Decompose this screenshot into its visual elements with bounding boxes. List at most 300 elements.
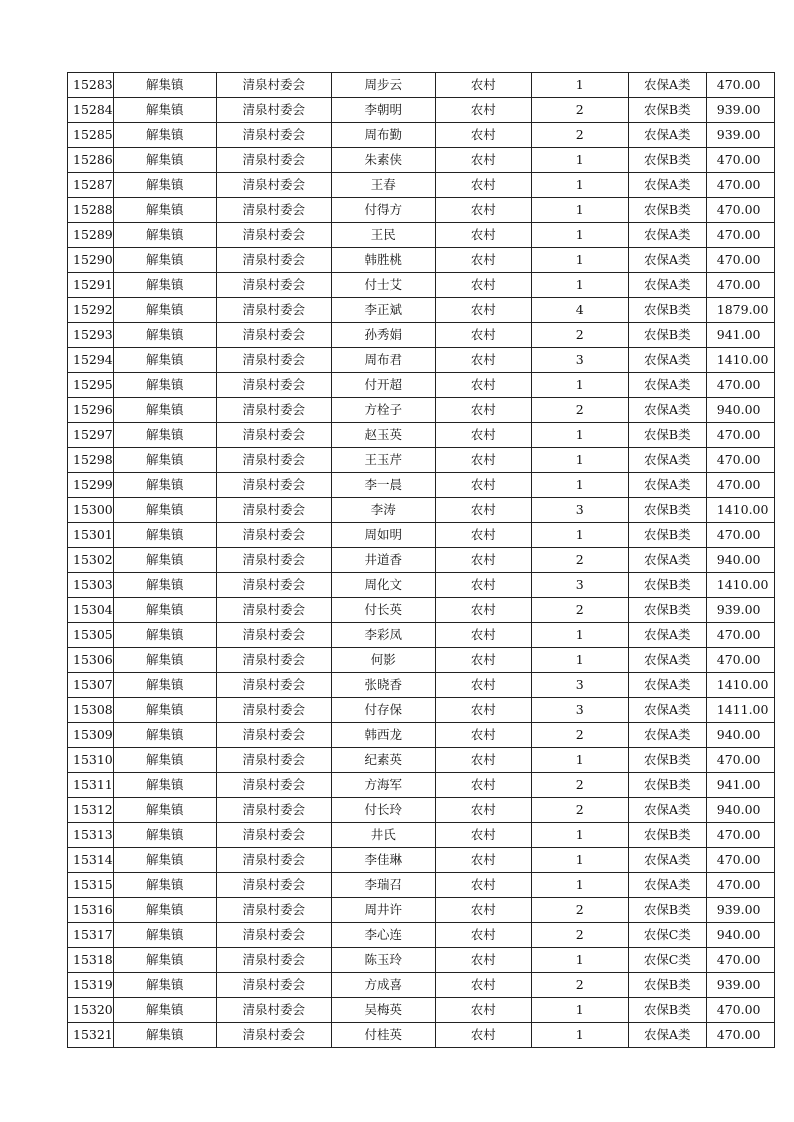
record-id-cell: 15301	[68, 523, 114, 548]
records-table	[67, 72, 775, 1048]
amount-cell: 470.00	[706, 823, 774, 848]
record-id-cell: 15315	[68, 873, 114, 898]
household-count-cell: 3	[531, 573, 628, 598]
area-type-cell: 农村	[435, 723, 531, 748]
household-count-cell: 1	[531, 198, 628, 223]
area-type-cell: 农村	[435, 73, 531, 98]
area-type-cell: 农村	[435, 123, 531, 148]
record-id-cell: 15298	[68, 448, 114, 473]
amount-cell: 470.00	[706, 948, 774, 973]
table-row	[68, 623, 775, 648]
category-cell: 农保C类	[628, 923, 706, 948]
table-row	[68, 573, 775, 598]
amount-cell: 939.00	[706, 123, 774, 148]
village-committee-cell: 清泉村委会	[216, 548, 331, 573]
category-cell: 农保B类	[628, 198, 706, 223]
record-id-cell: 15305	[68, 623, 114, 648]
name-cell: 付长玲	[331, 798, 435, 823]
record-id-cell: 15299	[68, 473, 114, 498]
town-cell: 解集镇	[113, 848, 216, 873]
name-cell: 付长英	[331, 598, 435, 623]
category-cell: 农保B类	[628, 98, 706, 123]
table-row	[68, 973, 775, 998]
category-cell: 农保A类	[628, 248, 706, 273]
amount-cell: 470.00	[706, 198, 774, 223]
category-cell: 农保A类	[628, 698, 706, 723]
category-cell: 农保A类	[628, 723, 706, 748]
amount-cell: 470.00	[706, 848, 774, 873]
category-cell: 农保B类	[628, 773, 706, 798]
area-type-cell: 农村	[435, 348, 531, 373]
name-cell: 王民	[331, 223, 435, 248]
town-cell: 解集镇	[113, 698, 216, 723]
table-row	[68, 923, 775, 948]
category-cell: 农保A类	[628, 673, 706, 698]
town-cell: 解集镇	[113, 423, 216, 448]
name-cell: 李正斌	[331, 298, 435, 323]
town-cell: 解集镇	[113, 523, 216, 548]
category-cell: 农保A类	[628, 273, 706, 298]
village-committee-cell: 清泉村委会	[216, 98, 331, 123]
table-row	[68, 348, 775, 373]
area-type-cell: 农村	[435, 873, 531, 898]
household-count-cell: 1	[531, 423, 628, 448]
amount-cell: 939.00	[706, 598, 774, 623]
amount-cell: 470.00	[706, 423, 774, 448]
amount-cell: 1410.00	[706, 498, 774, 523]
village-committee-cell: 清泉村委会	[216, 123, 331, 148]
category-cell: 农保B类	[628, 498, 706, 523]
amount-cell: 470.00	[706, 448, 774, 473]
town-cell: 解集镇	[113, 273, 216, 298]
town-cell: 解集镇	[113, 448, 216, 473]
name-cell: 李一晨	[331, 473, 435, 498]
amount-cell: 1411.00	[706, 698, 774, 723]
village-committee-cell: 清泉村委会	[216, 598, 331, 623]
household-count-cell: 1	[531, 173, 628, 198]
name-cell: 朱素侠	[331, 148, 435, 173]
household-count-cell: 1	[531, 373, 628, 398]
record-id-cell: 15297	[68, 423, 114, 448]
table-row	[68, 473, 775, 498]
record-id-cell: 15316	[68, 898, 114, 923]
name-cell: 张晓香	[331, 673, 435, 698]
town-cell: 解集镇	[113, 223, 216, 248]
household-count-cell: 2	[531, 773, 628, 798]
record-id-cell: 15283	[68, 73, 114, 98]
category-cell: 农保B类	[628, 598, 706, 623]
table-row	[68, 673, 775, 698]
household-count-cell: 2	[531, 923, 628, 948]
table-row	[68, 198, 775, 223]
category-cell: 农保A类	[628, 1023, 706, 1048]
category-cell: 农保B类	[628, 973, 706, 998]
village-committee-cell: 清泉村委会	[216, 923, 331, 948]
village-committee-cell: 清泉村委会	[216, 248, 331, 273]
village-committee-cell: 清泉村委会	[216, 73, 331, 98]
village-committee-cell: 清泉村委会	[216, 398, 331, 423]
amount-cell: 1410.00	[706, 573, 774, 598]
area-type-cell: 农村	[435, 498, 531, 523]
record-id-cell: 15313	[68, 823, 114, 848]
household-count-cell: 2	[531, 323, 628, 348]
area-type-cell: 农村	[435, 898, 531, 923]
name-cell: 付士艾	[331, 273, 435, 298]
household-count-cell: 2	[531, 98, 628, 123]
town-cell: 解集镇	[113, 923, 216, 948]
village-committee-cell: 清泉村委会	[216, 423, 331, 448]
record-id-cell: 15320	[68, 998, 114, 1023]
category-cell: 农保A类	[628, 873, 706, 898]
area-type-cell: 农村	[435, 423, 531, 448]
table-row	[68, 123, 775, 148]
amount-cell: 940.00	[706, 723, 774, 748]
table-row	[68, 248, 775, 273]
table-row	[68, 448, 775, 473]
village-committee-cell: 清泉村委会	[216, 698, 331, 723]
household-count-cell: 3	[531, 498, 628, 523]
record-id-cell: 15311	[68, 773, 114, 798]
amount-cell: 470.00	[706, 148, 774, 173]
town-cell: 解集镇	[113, 398, 216, 423]
name-cell: 方海军	[331, 773, 435, 798]
area-type-cell: 农村	[435, 223, 531, 248]
amount-cell: 940.00	[706, 398, 774, 423]
category-cell: 农保B类	[628, 998, 706, 1023]
name-cell: 周布勤	[331, 123, 435, 148]
area-type-cell: 农村	[435, 748, 531, 773]
record-id-cell: 15289	[68, 223, 114, 248]
record-id-cell: 15307	[68, 673, 114, 698]
record-id-cell: 15314	[68, 848, 114, 873]
household-count-cell: 3	[531, 698, 628, 723]
amount-cell: 470.00	[706, 523, 774, 548]
category-cell: 农保A类	[628, 223, 706, 248]
household-count-cell: 1	[531, 448, 628, 473]
name-cell: 李心连	[331, 923, 435, 948]
household-count-cell: 3	[531, 673, 628, 698]
table-row	[68, 948, 775, 973]
name-cell: 吴梅英	[331, 998, 435, 1023]
record-id-cell: 15291	[68, 273, 114, 298]
name-cell: 周步云	[331, 73, 435, 98]
name-cell: 纪素英	[331, 748, 435, 773]
household-count-cell: 1	[531, 873, 628, 898]
area-type-cell: 农村	[435, 198, 531, 223]
category-cell: 农保A类	[628, 398, 706, 423]
village-committee-cell: 清泉村委会	[216, 898, 331, 923]
village-committee-cell: 清泉村委会	[216, 773, 331, 798]
name-cell: 李瑞召	[331, 873, 435, 898]
town-cell: 解集镇	[113, 998, 216, 1023]
village-committee-cell: 清泉村委会	[216, 848, 331, 873]
table-row	[68, 598, 775, 623]
village-committee-cell: 清泉村委会	[216, 373, 331, 398]
record-id-cell: 15288	[68, 198, 114, 223]
town-cell: 解集镇	[113, 823, 216, 848]
area-type-cell: 农村	[435, 673, 531, 698]
amount-cell: 470.00	[706, 648, 774, 673]
name-cell: 李朝明	[331, 98, 435, 123]
village-committee-cell: 清泉村委会	[216, 348, 331, 373]
name-cell: 井道香	[331, 548, 435, 573]
village-committee-cell: 清泉村委会	[216, 198, 331, 223]
table-row	[68, 1023, 775, 1048]
town-cell: 解集镇	[113, 323, 216, 348]
town-cell: 解集镇	[113, 898, 216, 923]
household-count-cell: 1	[531, 473, 628, 498]
table-row	[68, 323, 775, 348]
category-cell: 农保A类	[628, 123, 706, 148]
household-count-cell: 1	[531, 748, 628, 773]
category-cell: 农保A类	[628, 548, 706, 573]
record-id-cell: 15312	[68, 798, 114, 823]
category-cell: 农保A类	[628, 73, 706, 98]
table-row	[68, 648, 775, 673]
table-row	[68, 373, 775, 398]
table-row	[68, 798, 775, 823]
table-row	[68, 748, 775, 773]
table-row	[68, 848, 775, 873]
name-cell: 付桂英	[331, 1023, 435, 1048]
name-cell: 王春	[331, 173, 435, 198]
amount-cell: 470.00	[706, 223, 774, 248]
category-cell: 农保B类	[628, 573, 706, 598]
category-cell: 农保A类	[628, 173, 706, 198]
amount-cell: 470.00	[706, 998, 774, 1023]
category-cell: 农保B类	[628, 748, 706, 773]
record-id-cell: 15321	[68, 1023, 114, 1048]
household-count-cell: 2	[531, 798, 628, 823]
area-type-cell: 农村	[435, 998, 531, 1023]
record-id-cell: 15295	[68, 373, 114, 398]
name-cell: 方栓子	[331, 398, 435, 423]
record-id-cell: 15300	[68, 498, 114, 523]
name-cell: 井氏	[331, 823, 435, 848]
category-cell: 农保B类	[628, 523, 706, 548]
household-count-cell: 1	[531, 1023, 628, 1048]
record-id-cell: 15309	[68, 723, 114, 748]
household-count-cell: 1	[531, 223, 628, 248]
area-type-cell: 农村	[435, 148, 531, 173]
category-cell: 农保B类	[628, 898, 706, 923]
table-row	[68, 723, 775, 748]
town-cell: 解集镇	[113, 248, 216, 273]
name-cell: 周如明	[331, 523, 435, 548]
category-cell: 农保A类	[628, 348, 706, 373]
name-cell: 韩胜桃	[331, 248, 435, 273]
record-id-cell: 15287	[68, 173, 114, 198]
area-type-cell: 农村	[435, 598, 531, 623]
record-id-cell: 15290	[68, 248, 114, 273]
town-cell: 解集镇	[113, 648, 216, 673]
amount-cell: 1410.00	[706, 348, 774, 373]
household-count-cell: 2	[531, 123, 628, 148]
table-row	[68, 148, 775, 173]
village-committee-cell: 清泉村委会	[216, 823, 331, 848]
town-cell: 解集镇	[113, 723, 216, 748]
table-row	[68, 398, 775, 423]
table-row	[68, 548, 775, 573]
category-cell: 农保B类	[628, 298, 706, 323]
town-cell: 解集镇	[113, 73, 216, 98]
village-committee-cell: 清泉村委会	[216, 498, 331, 523]
village-committee-cell: 清泉村委会	[216, 148, 331, 173]
amount-cell: 470.00	[706, 273, 774, 298]
town-cell: 解集镇	[113, 573, 216, 598]
town-cell: 解集镇	[113, 873, 216, 898]
table-row	[68, 423, 775, 448]
amount-cell: 470.00	[706, 73, 774, 98]
table-row	[68, 298, 775, 323]
area-type-cell: 农村	[435, 298, 531, 323]
area-type-cell: 农村	[435, 698, 531, 723]
village-committee-cell: 清泉村委会	[216, 523, 331, 548]
category-cell: 农保A类	[628, 648, 706, 673]
amount-cell: 470.00	[706, 248, 774, 273]
town-cell: 解集镇	[113, 1023, 216, 1048]
record-id-cell: 15293	[68, 323, 114, 348]
household-count-cell: 1	[531, 73, 628, 98]
area-type-cell: 农村	[435, 398, 531, 423]
village-committee-cell: 清泉村委会	[216, 573, 331, 598]
table-row	[68, 898, 775, 923]
amount-cell: 470.00	[706, 623, 774, 648]
amount-cell: 470.00	[706, 173, 774, 198]
record-id-cell: 15317	[68, 923, 114, 948]
name-cell: 韩西龙	[331, 723, 435, 748]
village-committee-cell: 清泉村委会	[216, 723, 331, 748]
area-type-cell: 农村	[435, 1023, 531, 1048]
table-row	[68, 523, 775, 548]
name-cell: 方成喜	[331, 973, 435, 998]
amount-cell: 941.00	[706, 773, 774, 798]
name-cell: 陈玉玲	[331, 948, 435, 973]
town-cell: 解集镇	[113, 948, 216, 973]
record-id-cell: 15294	[68, 348, 114, 373]
table-row	[68, 873, 775, 898]
area-type-cell: 农村	[435, 323, 531, 348]
record-id-cell: 15296	[68, 398, 114, 423]
table-row	[68, 73, 775, 98]
household-count-cell: 2	[531, 598, 628, 623]
name-cell: 周化文	[331, 573, 435, 598]
area-type-cell: 农村	[435, 523, 531, 548]
name-cell: 李涛	[331, 498, 435, 523]
category-cell: 农保A类	[628, 848, 706, 873]
amount-cell: 940.00	[706, 548, 774, 573]
household-count-cell: 1	[531, 623, 628, 648]
town-cell: 解集镇	[113, 373, 216, 398]
village-committee-cell: 清泉村委会	[216, 323, 331, 348]
household-count-cell: 2	[531, 723, 628, 748]
category-cell: 农保A类	[628, 473, 706, 498]
category-cell: 农保A类	[628, 448, 706, 473]
name-cell: 何影	[331, 648, 435, 673]
record-id-cell: 15284	[68, 98, 114, 123]
amount-cell: 470.00	[706, 473, 774, 498]
amount-cell: 939.00	[706, 98, 774, 123]
table-row	[68, 273, 775, 298]
area-type-cell: 农村	[435, 473, 531, 498]
record-id-cell: 15308	[68, 698, 114, 723]
name-cell: 付开超	[331, 373, 435, 398]
area-type-cell: 农村	[435, 448, 531, 473]
table-row	[68, 98, 775, 123]
area-type-cell: 农村	[435, 798, 531, 823]
area-type-cell: 农村	[435, 248, 531, 273]
record-id-cell: 15319	[68, 973, 114, 998]
record-id-cell: 15310	[68, 748, 114, 773]
amount-cell: 940.00	[706, 798, 774, 823]
name-cell: 王玉芹	[331, 448, 435, 473]
area-type-cell: 农村	[435, 573, 531, 598]
village-committee-cell: 清泉村委会	[216, 873, 331, 898]
town-cell: 解集镇	[113, 598, 216, 623]
record-id-cell: 15286	[68, 148, 114, 173]
village-committee-cell: 清泉村委会	[216, 223, 331, 248]
amount-cell: 1879.00	[706, 298, 774, 323]
village-committee-cell: 清泉村委会	[216, 623, 331, 648]
town-cell: 解集镇	[113, 673, 216, 698]
record-id-cell: 15292	[68, 298, 114, 323]
category-cell: 农保A类	[628, 798, 706, 823]
village-committee-cell: 清泉村委会	[216, 748, 331, 773]
household-count-cell: 1	[531, 823, 628, 848]
record-id-cell: 15302	[68, 548, 114, 573]
area-type-cell: 农村	[435, 973, 531, 998]
area-type-cell: 农村	[435, 273, 531, 298]
table-row	[68, 998, 775, 1023]
household-count-cell: 2	[531, 973, 628, 998]
area-type-cell: 农村	[435, 373, 531, 398]
record-id-cell: 15303	[68, 573, 114, 598]
household-count-cell: 2	[531, 398, 628, 423]
village-committee-cell: 清泉村委会	[216, 798, 331, 823]
table-row	[68, 823, 775, 848]
household-count-cell: 4	[531, 298, 628, 323]
household-count-cell: 1	[531, 273, 628, 298]
village-committee-cell: 清泉村委会	[216, 273, 331, 298]
name-cell: 周井许	[331, 898, 435, 923]
amount-cell: 941.00	[706, 323, 774, 348]
category-cell: 农保B类	[628, 323, 706, 348]
category-cell: 农保B类	[628, 148, 706, 173]
table-row	[68, 498, 775, 523]
name-cell: 付存保	[331, 698, 435, 723]
table-row	[68, 773, 775, 798]
village-committee-cell: 清泉村委会	[216, 973, 331, 998]
town-cell: 解集镇	[113, 298, 216, 323]
name-cell: 周布君	[331, 348, 435, 373]
amount-cell: 939.00	[706, 973, 774, 998]
record-id-cell: 15318	[68, 948, 114, 973]
record-id-cell: 15306	[68, 648, 114, 673]
town-cell: 解集镇	[113, 748, 216, 773]
area-type-cell: 农村	[435, 648, 531, 673]
town-cell: 解集镇	[113, 198, 216, 223]
name-cell: 孙秀娟	[331, 323, 435, 348]
record-id-cell: 15285	[68, 123, 114, 148]
household-count-cell: 1	[531, 848, 628, 873]
area-type-cell: 农村	[435, 548, 531, 573]
village-committee-cell: 清泉村委会	[216, 673, 331, 698]
amount-cell: 1410.00	[706, 673, 774, 698]
amount-cell: 939.00	[706, 898, 774, 923]
area-type-cell: 农村	[435, 173, 531, 198]
area-type-cell: 农村	[435, 848, 531, 873]
town-cell: 解集镇	[113, 773, 216, 798]
